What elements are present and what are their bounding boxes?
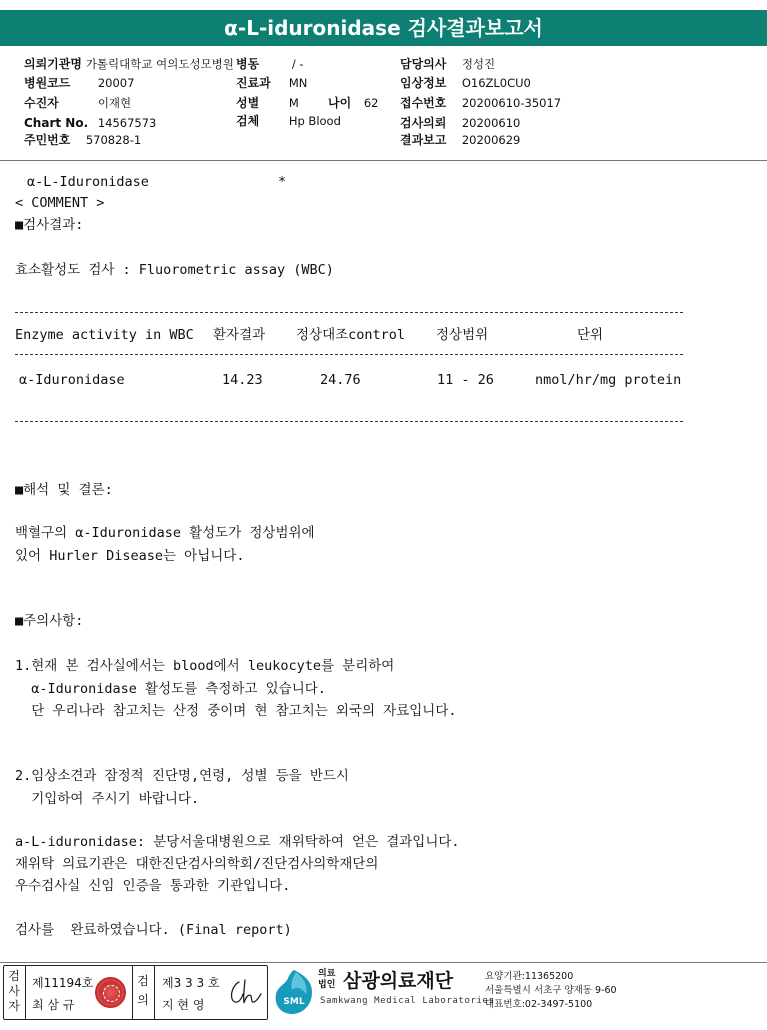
examiner-label-char-2: 사	[8, 984, 20, 998]
reviewer-label-char-2: 의	[137, 993, 149, 1007]
reviewer-label-cell	[133, 966, 155, 1019]
org-prefix	[318, 969, 335, 991]
resident-no-label: 주민번호	[24, 133, 71, 147]
interpretation-heading: ■해석 및 결론:	[15, 482, 113, 498]
note1-line-2: α-Iduronidase 활성도를 측정하고 있습니다.	[15, 681, 326, 697]
examiner-label-cell	[4, 966, 26, 1019]
row-enzyme-name: α-Iduronidase	[19, 372, 125, 388]
note1-line-1: 1.현재 본 검사실에서는 blood에서 leukocyte를 분리하여	[15, 658, 395, 674]
row-unit-value: nmol/hr/mg protein	[535, 372, 682, 388]
department-label: 진료과	[236, 76, 271, 90]
examiner-label-char-1: 검	[8, 969, 20, 983]
report-title: α-L-iduronidase 검사결과보고서	[0, 10, 767, 46]
org-name: 삼광의료재단	[343, 970, 454, 992]
examiner-cell	[26, 966, 133, 1019]
notes-heading: ■주의사항:	[15, 613, 84, 629]
patient-value: 이재현	[97, 96, 132, 110]
ward-label: 병동	[236, 57, 260, 71]
col-patient-header: 환자결과	[213, 327, 266, 343]
request-date-value: 20200610	[461, 116, 521, 130]
age-value: 62	[363, 96, 379, 110]
receipt-no-row	[400, 96, 561, 110]
receipt-no-label: 접수번호	[400, 96, 447, 110]
examiner-name: 최 삼 규	[32, 998, 75, 1012]
result-heading: ■검사결과:	[15, 217, 84, 233]
clinical-info-label: 임상정보	[400, 76, 447, 90]
referral-line-1: a-L-iduronidase: 분당서울대병원으로 재위탁하여 얻은 결과입니다.	[15, 834, 460, 850]
table-rule-mid	[15, 354, 683, 355]
department-value: MN	[288, 76, 308, 90]
examiner-label-char-3: 자	[8, 999, 20, 1013]
doctor-label: 담당의사	[400, 57, 447, 71]
table-rule-bottom	[15, 421, 683, 422]
reviewer-cell	[155, 966, 267, 1019]
reviewer-name: 지 현 영	[162, 998, 205, 1012]
specimen-label: 검체	[236, 114, 260, 128]
age-row	[328, 96, 378, 110]
institution-value: 가톨릭대학교 여의도성모병원	[85, 57, 234, 71]
test-name: α-L-Iduronidase	[27, 174, 149, 190]
method-line: 효소활성도 검사 : Fluorometric assay (WBC)	[15, 262, 334, 278]
reviewer-license: 제3 3 3 호	[162, 976, 220, 990]
care-code: 요양기관:11365200	[485, 971, 574, 982]
ward-row	[236, 57, 304, 71]
reviewer-label-char-1: 검	[137, 974, 149, 988]
col-unit-header: 단위	[577, 327, 604, 343]
note2-line-2: 기입하여 주시기 바랍니다.	[15, 791, 200, 807]
note1-line-3: 단 우리나라 참고치는 산정 중이며 현 참고치는 외국의 자료입니다.	[15, 703, 457, 719]
final-report-line: 검사를 완료하였습니다. (Final report)	[15, 922, 292, 938]
col-enzyme-header: Enzyme activity in WBC	[15, 327, 194, 343]
resident-no-value: 570828-1	[85, 133, 142, 147]
col-control-header: 정상대조control	[296, 327, 406, 343]
referral-line-2: 재위탁 의료기관은 대한진단검사의학회/진단검사의학재단의	[15, 856, 379, 872]
test-mark: *	[278, 174, 287, 190]
request-date-row	[400, 116, 520, 130]
institution-row	[24, 57, 234, 71]
hospital-code-label: 병원코드	[24, 76, 71, 90]
ward-value: / -	[291, 57, 304, 71]
org-prefix-line-2: 법인	[318, 980, 336, 990]
referral-line-3: 우수검사실 신임 인증을 통과한 기관입니다.	[15, 878, 291, 894]
request-date-label: 검사의뢰	[400, 116, 447, 130]
specimen-value: Hp Blood	[288, 114, 341, 128]
footer-divider	[0, 962, 767, 963]
col-range-header: 정상범위	[436, 327, 489, 343]
patient-row	[24, 96, 131, 110]
hospital-code-row	[24, 76, 134, 90]
header-divider	[0, 160, 767, 161]
report-date-row	[400, 133, 520, 147]
clinical-info-row	[400, 76, 531, 90]
chart-no-row	[24, 116, 156, 130]
doctor-value: 정성진	[461, 57, 496, 71]
row-control-value: 24.76	[320, 372, 361, 388]
examiner-seal-icon	[95, 977, 126, 1008]
table-rule-top	[15, 312, 683, 313]
age-label: 나이	[328, 96, 352, 110]
hospital-code-value: 20007	[97, 76, 135, 90]
note2-line-1: 2.임상소견과 잠정적 진단명,연령, 성별 등을 반드시	[15, 768, 349, 784]
institution-label: 의뢰기관명	[24, 57, 82, 71]
org-address: 서울특별시 서초구 양재동 9-60	[485, 985, 617, 996]
doctor-row	[400, 57, 495, 71]
clinical-info-value: O16ZL0CU0	[461, 76, 531, 90]
patient-label: 수진자	[24, 96, 59, 110]
sex-row	[236, 96, 299, 110]
examiner-license: 제11194호	[32, 976, 94, 990]
receipt-no-value: 20200610-35017	[461, 96, 562, 110]
row-range-value: 11 - 26	[437, 372, 494, 388]
sex-value: M	[288, 96, 299, 110]
org-english-name: Samkwang Medical Laboratories	[320, 996, 495, 1006]
interpretation-line-2: 있어 Hurler Disease는 아닙니다.	[15, 548, 245, 564]
signature-box	[3, 965, 268, 1020]
report-date-value: 20200629	[461, 133, 521, 147]
sml-logo-text: SML	[283, 997, 305, 1007]
interpretation-line-1: 백혈구의 α-Iduronidase 활성도가 정상범위에	[15, 525, 315, 541]
reviewer-signature-icon	[225, 976, 263, 1010]
resident-no-row	[24, 133, 141, 147]
comment-tag: < COMMENT >	[15, 195, 105, 211]
row-patient-value: 14.23	[222, 372, 263, 388]
report-date-label: 결과보고	[400, 133, 447, 147]
specimen-row	[236, 114, 341, 128]
department-row	[236, 76, 307, 90]
org-phone: 대표번호:02-3497-5100	[485, 999, 593, 1010]
sex-label: 성별	[236, 96, 260, 110]
org-prefix-line-1: 의료	[318, 969, 336, 979]
chart-no-value: 14567573	[97, 116, 157, 130]
chart-no-label: Chart No.	[24, 116, 89, 130]
sml-logo-icon	[272, 968, 316, 1016]
